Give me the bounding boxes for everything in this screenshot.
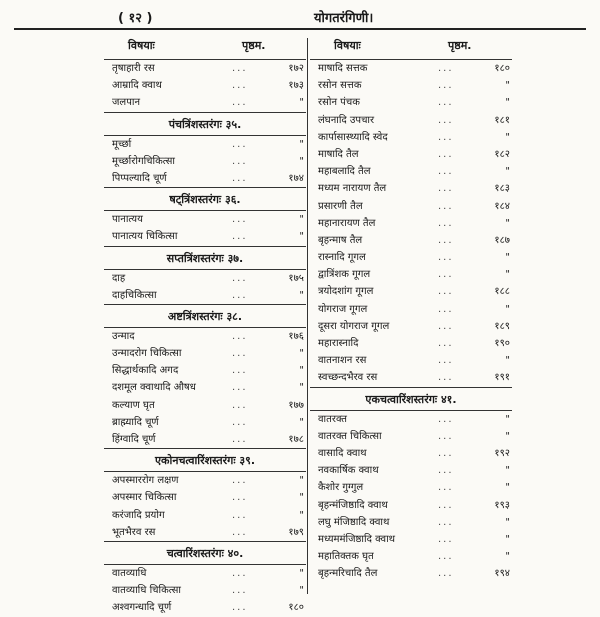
entry-page: "	[505, 482, 510, 494]
entry-leader-dots: ...	[438, 533, 454, 545]
entry-page: "	[505, 252, 510, 264]
entry-page: १८९	[494, 320, 510, 332]
page-heading: पृष्ठम.	[448, 39, 472, 52]
entry-leader-dots: ...	[438, 568, 454, 580]
toc-entry	[104, 397, 306, 414]
entry-title: महारास्नादि	[318, 338, 359, 349]
entry-page: "	[299, 214, 304, 226]
toc-entry	[310, 249, 512, 266]
toc-rows	[310, 60, 512, 582]
entry-leader-dots: ...	[438, 551, 454, 563]
entry-leader-dots: ...	[438, 338, 454, 349]
entry-leader-dots: ...	[232, 365, 248, 377]
entry-page: "	[505, 97, 510, 109]
entry-leader-dots: ...	[232, 80, 248, 92]
entry-leader-dots: ...	[232, 382, 248, 394]
entry-page: १७७	[288, 399, 304, 411]
entry-page: "	[505, 516, 510, 528]
toc-entry	[310, 77, 512, 94]
entry-title: त्रयोदशांग गूगल	[318, 286, 374, 298]
toc-entry	[310, 565, 512, 582]
entry-leader-dots: ...	[232, 526, 248, 538]
table-of-contents	[104, 38, 524, 614]
entry-leader-dots: ...	[438, 372, 454, 384]
entry-page: १७८	[288, 434, 304, 445]
toc-entry	[104, 287, 306, 304]
entry-leader-dots: ...	[438, 465, 454, 477]
entry-page: "	[299, 365, 304, 377]
toc-entry	[310, 531, 512, 548]
entry-leader-dots: ...	[438, 200, 454, 212]
entry-page: "	[299, 97, 304, 109]
entry-title: उन्माद	[112, 330, 135, 342]
entry-leader-dots: ...	[232, 348, 248, 360]
entry-leader-dots: ...	[232, 509, 248, 521]
toc-column-right	[310, 38, 512, 594]
toc-entry	[310, 352, 512, 369]
toc-entry	[104, 472, 306, 489]
entry-leader-dots: ...	[232, 289, 248, 301]
entry-page: "	[505, 303, 510, 315]
entry-page: १७५	[288, 272, 304, 284]
toc-entry	[104, 345, 306, 362]
entry-title: मूर्च्छा	[112, 138, 132, 150]
entry-page: १७६	[288, 330, 304, 342]
entry-leader-dots: ...	[438, 114, 454, 126]
entry-page: १८०	[288, 602, 304, 614]
entry-leader-dots: ...	[438, 183, 454, 195]
section-heading: सप्तत्रिंशस्तरंगः ३७.	[104, 246, 306, 270]
entry-page: "	[505, 166, 510, 178]
toc-entry	[104, 170, 306, 187]
toc-entry	[310, 283, 512, 300]
page-number: ( १२ )	[118, 11, 153, 26]
entry-leader-dots: ...	[232, 492, 248, 504]
entry-title: वातरक्त	[318, 413, 347, 425]
entry-title: पानात्यय चिकित्सा	[112, 231, 178, 243]
entry-title: प्रसारणी तैल	[318, 200, 363, 212]
entry-title: वातव्याधि	[112, 567, 147, 579]
entry-page: १८७	[494, 234, 510, 246]
entry-page: "	[299, 416, 304, 428]
entry-title: बृहन्माष तैल	[318, 234, 363, 246]
entry-title: भूतभैरव रस	[112, 526, 156, 538]
entry-title: दशमूल क्वाथादि औषध	[112, 382, 196, 394]
entry-page: "	[505, 533, 510, 545]
toc-entry	[310, 335, 512, 352]
entry-title: वातव्याधि चिकित्सा	[112, 585, 181, 597]
entry-page: १८२	[494, 148, 510, 160]
entry-page: "	[299, 492, 304, 504]
toc-entry	[310, 266, 512, 283]
toc-entry	[310, 112, 512, 129]
entry-leader-dots: ...	[438, 355, 454, 367]
entry-title: महानारायण तैल	[318, 217, 376, 229]
entry-title: बृहन्मंजिष्ठादि क्वाथ	[318, 499, 388, 511]
entry-leader-dots: ...	[232, 434, 248, 445]
entry-leader-dots: ...	[232, 172, 248, 184]
entry-leader-dots: ...	[438, 303, 454, 315]
section-heading: एकोनचत्वारिंशस्तरंगः ३९.	[104, 448, 306, 472]
entry-leader-dots: ...	[232, 475, 248, 487]
subject-heading: विषयाः	[128, 39, 155, 52]
entry-title: कल्याण घृत	[112, 399, 155, 411]
section-heading: अष्टत्रिंशस्तरंगः ३८.	[104, 304, 306, 328]
section-heading: चत्वारिंशस्तरंगः ४०.	[104, 541, 306, 565]
toc-entry	[104, 270, 306, 287]
entry-title: बृहन्मरिचादि तैल	[318, 568, 378, 580]
entry-page: "	[299, 155, 304, 167]
toc-entry	[310, 129, 512, 146]
entry-leader-dots: ...	[438, 320, 454, 332]
entry-page: १७२	[288, 63, 304, 74]
entry-leader-dots: ...	[438, 252, 454, 264]
column-header	[104, 38, 306, 60]
entry-title: महातिक्तक घृत	[318, 551, 374, 563]
entry-page: १८०	[494, 63, 510, 74]
entry-title: मध्यम नारायण तैल	[318, 183, 387, 195]
entry-title: द्वात्रिंशक गूगल	[318, 269, 371, 281]
entry-page: "	[299, 348, 304, 360]
toc-entry	[310, 369, 512, 386]
toc-entry	[104, 414, 306, 431]
toc-rows	[104, 60, 306, 617]
toc-entry	[310, 548, 512, 565]
entry-title: उन्मादरोग चिकित्सा	[112, 348, 182, 360]
entry-page: "	[299, 475, 304, 487]
entry-title: रसोन पंचक	[318, 97, 360, 109]
toc-entry	[310, 215, 512, 232]
toc-entry	[310, 479, 512, 496]
entry-page: "	[505, 551, 510, 563]
toc-entry	[310, 94, 512, 111]
entry-leader-dots: ...	[438, 447, 454, 459]
toc-entry	[104, 582, 306, 599]
entry-page: "	[299, 231, 304, 243]
entry-leader-dots: ...	[232, 330, 248, 342]
toc-entry	[104, 328, 306, 345]
entry-page: १९१	[494, 372, 510, 384]
entry-page: "	[299, 585, 304, 597]
entry-page: १९२	[494, 447, 510, 459]
entry-title: ब्राह्म्यादि चूर्ण	[112, 416, 159, 428]
page-header	[14, 6, 586, 30]
entry-leader-dots: ...	[232, 231, 248, 243]
entry-page: "	[505, 430, 510, 442]
entry-title: पानात्यय	[112, 214, 143, 226]
entry-leader-dots: ...	[232, 97, 248, 109]
entry-leader-dots: ...	[232, 138, 248, 150]
entry-leader-dots: ...	[438, 166, 454, 178]
entry-leader-dots: ...	[438, 234, 454, 246]
toc-entry	[310, 445, 512, 462]
entry-page: "	[299, 509, 304, 521]
entry-title: स्वच्छन्दभैरव रस	[318, 372, 378, 384]
entry-title: अपस्माररोग लक्षण	[112, 475, 179, 487]
toc-entry	[310, 301, 512, 318]
entry-title: माषादि सत्तक	[318, 63, 368, 74]
toc-entry	[104, 489, 306, 506]
toc-entry	[310, 232, 512, 249]
entry-title: वासादि क्वाथ	[318, 447, 367, 459]
toc-entry	[310, 60, 512, 77]
entry-title: महाबलादि तैल	[318, 166, 371, 178]
entry-page: १८४	[494, 200, 510, 212]
entry-page: "	[505, 355, 510, 367]
entry-leader-dots: ...	[438, 430, 454, 442]
entry-title: करंजादि प्रयोग	[112, 509, 165, 521]
entry-leader-dots: ...	[438, 63, 454, 74]
entry-leader-dots: ...	[438, 286, 454, 298]
toc-entry	[104, 228, 306, 245]
entry-leader-dots: ...	[438, 516, 454, 528]
entry-leader-dots: ...	[438, 80, 454, 92]
entry-leader-dots: ...	[232, 399, 248, 411]
entry-title: दाह	[112, 272, 126, 284]
toc-entry	[310, 411, 512, 428]
entry-title: कैशोर गुग्गुल	[318, 482, 364, 494]
toc-entry	[104, 153, 306, 170]
entry-leader-dots: ...	[232, 416, 248, 428]
toc-entry	[310, 497, 512, 514]
entry-leader-dots: ...	[438, 499, 454, 511]
toc-entry	[104, 211, 306, 228]
toc-entry	[310, 180, 512, 197]
column-divider	[307, 38, 308, 594]
entry-leader-dots: ...	[232, 585, 248, 597]
entry-page: "	[505, 131, 510, 143]
entry-title: हिंग्वादि चूर्ण	[112, 434, 156, 445]
entry-leader-dots: ...	[438, 131, 454, 143]
toc-entry	[104, 60, 306, 77]
entry-page: "	[299, 138, 304, 150]
entry-page: "	[505, 465, 510, 477]
entry-title: योगराज गूगल	[318, 303, 368, 315]
entry-title: कार्पासास्थ्यादि स्वेद	[318, 131, 388, 143]
entry-leader-dots: ...	[232, 567, 248, 579]
entry-leader-dots: ...	[232, 272, 248, 284]
entry-title: नवकार्षिक क्वाथ	[318, 465, 379, 477]
entry-title: वातनाशन रस	[318, 355, 367, 367]
toc-entry	[310, 428, 512, 445]
entry-title: अपस्मार चिकित्सा	[112, 492, 177, 504]
entry-title: मध्यममंजिष्ठादि क्वाथ	[318, 533, 396, 545]
entry-page: "	[505, 80, 510, 92]
toc-entry	[310, 318, 512, 335]
entry-page: "	[505, 413, 510, 425]
entry-page: १८१	[494, 114, 510, 126]
page-heading: पृष्ठम.	[242, 39, 266, 52]
entry-title: दाहचिकित्सा	[112, 289, 157, 301]
entry-title: दूसरा योगराज गूगल	[318, 320, 390, 332]
toc-entry	[310, 514, 512, 531]
entry-leader-dots: ...	[438, 269, 454, 281]
section-heading: पंचत्रिंशस्तरंगः ३५.	[104, 112, 306, 136]
entry-title: जलपान	[112, 97, 141, 109]
entry-leader-dots: ...	[438, 97, 454, 109]
section-heading: एकचत्वारिंशस्तरंगः ४१.	[310, 387, 512, 411]
entry-page: १९३	[494, 499, 510, 511]
entry-leader-dots: ...	[232, 155, 248, 167]
toc-entry	[104, 94, 306, 111]
entry-title: मूर्च्छारोगचिकित्सा	[112, 155, 175, 167]
entry-title: माषादि तैल	[318, 148, 359, 160]
entry-page: "	[299, 382, 304, 394]
toc-entry	[104, 524, 306, 541]
column-header	[310, 38, 512, 60]
entry-page: १९४	[494, 568, 510, 580]
toc-entry	[104, 599, 306, 616]
entry-page: १८८	[494, 286, 510, 298]
toc-entry	[310, 146, 512, 163]
entry-leader-dots: ...	[232, 214, 248, 226]
entry-title: सिद्धार्थकादि अगद	[112, 365, 179, 377]
entry-page: "	[299, 289, 304, 301]
entry-leader-dots: ...	[438, 148, 454, 160]
toc-entry	[104, 431, 306, 448]
entry-title: रास्नादि गूगल	[318, 252, 366, 264]
entry-title: लंघनादि उपचार	[318, 114, 375, 126]
section-heading: षट्त्रिंशस्तरंगः ३६.	[104, 187, 306, 211]
entry-page: "	[505, 269, 510, 281]
entry-page: "	[505, 217, 510, 229]
entry-leader-dots: ...	[232, 602, 248, 614]
toc-column-left	[104, 38, 306, 614]
entry-title: तृषाहारी रस	[112, 63, 155, 74]
toc-entry	[104, 362, 306, 379]
entry-leader-dots: ...	[438, 413, 454, 425]
toc-entry	[104, 136, 306, 153]
entry-leader-dots: ...	[232, 63, 248, 74]
toc-entry	[104, 507, 306, 524]
entry-title: रसोन सत्तक	[318, 80, 362, 92]
entry-title: वातरक्त चिकित्सा	[318, 430, 382, 442]
book-title: योगतरंगिणी।	[314, 11, 374, 26]
toc-entry	[104, 379, 306, 396]
entry-title: लघु मंजिष्ठादि क्वाथ	[318, 516, 390, 528]
entry-page: १७९	[288, 526, 304, 538]
subject-heading: विषयाः	[334, 39, 361, 52]
toc-entry	[310, 198, 512, 215]
toc-entry	[310, 462, 512, 479]
entry-title: पिप्पल्यादि चूर्ण	[112, 172, 167, 184]
toc-entry	[310, 163, 512, 180]
entry-page: १७४	[288, 172, 304, 184]
toc-entry	[104, 565, 306, 582]
entry-leader-dots: ...	[438, 217, 454, 229]
entry-title: आम्रादि क्वाथ	[112, 80, 162, 92]
entry-page: १७३	[288, 80, 304, 92]
entry-title: अश्वगन्धादि चूर्ण	[112, 602, 172, 614]
entry-page: "	[299, 567, 304, 579]
entry-leader-dots: ...	[438, 482, 454, 494]
toc-entry	[104, 77, 306, 94]
entry-page: १८३	[494, 183, 510, 195]
entry-page: १९०	[494, 338, 510, 349]
